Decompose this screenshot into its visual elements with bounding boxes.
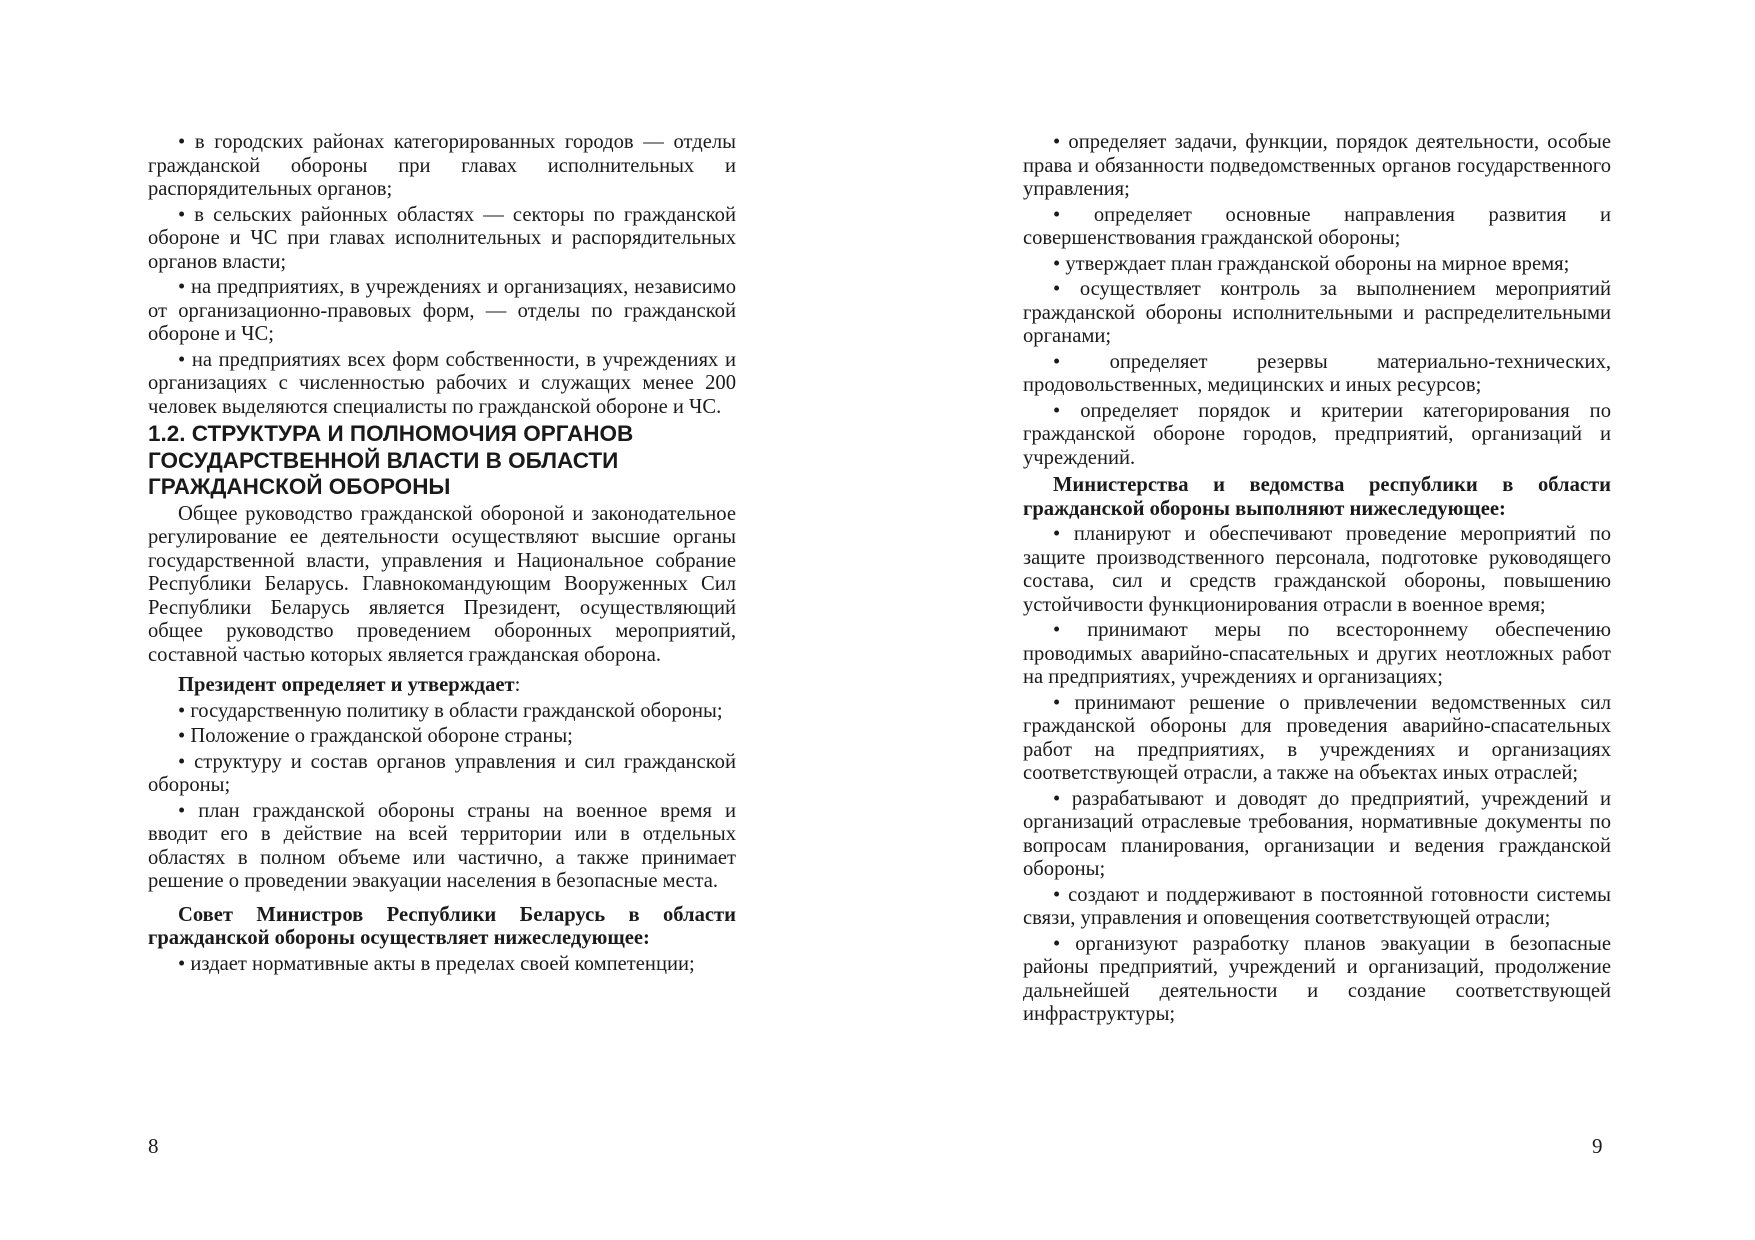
- page-number-left: 8: [148, 1134, 159, 1158]
- right-page: [1023, 131, 1611, 1191]
- list-item: • утверждает план гражданской обороны на мирное время;: [1023, 253, 1611, 277]
- list-item: • на предприятиях всех форм собственности, в учреждениях и организациях с численностью рабочих и служащих менее 200 человек выделяются специалисты по гражданской обороне и ЧС.: [148, 349, 736, 420]
- list-item: • Положение о гражданской обороне страны;: [148, 725, 736, 749]
- ministries-lead: Министерства и ведомства республики в области гражданской обороны выполняют нижеследующее:: [1023, 474, 1611, 520]
- president-lead-text: Президент определяет и утверждает: [178, 674, 515, 696]
- list-item: • создают и поддерживают в постоянной готовности системы связи, управления и оповещения соответствующей отрасли;: [1023, 884, 1611, 931]
- list-item: • в сельских районных областях — секторы по гражданской обороне и ЧС при главах исполнительных и распорядительных органов власти;: [148, 204, 736, 275]
- list-item: • определяет порядок и критерии категорирования по гражданской обороне городов, предприятий, организаций и учреждений.: [1023, 400, 1611, 471]
- list-item: • государственную политику в области гражданской обороны;: [148, 700, 736, 724]
- section-heading: 1.2. СТРУКТУРА И ПОЛНОМОЧИЯ ОРГАНОВ ГОСУДАРСТВЕННОЙ ВЛАСТИ В ОБЛАСТИ ГРАЖДАНСКОЙ ОБОРОНЫ: [148, 421, 634, 499]
- list-item: • принимают решение о привлечении ведомственных сил гражданской обороны для проведения аварийно-спасательных работ на предприятиях, в учреждениях и организациях соответствующей отрасли, а также на объектах иных отраслей;: [1023, 692, 1611, 786]
- president-lead: [148, 674, 736, 698]
- body-paragraph: Общее руководство гражданской обороной и законодательное регулирование ее деятельности осуществляют высшие органы государственной власти, управления и Национальное собрание Республики Беларусь. Главнокомандующим Вооруженных Сил Республики Беларусь является Президент, осуществляющий общее руководство проведением оборонных мероприятий, составной частью которых является гражданская оборона.: [148, 502, 736, 666]
- list-item: • в городских районах категорированных городов — отделы гражданской обороны при главах исполнительных и распорядительных органов;: [148, 131, 736, 202]
- left-page: [148, 131, 736, 1191]
- list-item: • организуют разработку планов эвакуации в безопасные районы предприятий, учреждений и организаций, продолжение дальнейшей деятельности и создание соответствующей инфраструктуры;: [1023, 933, 1611, 1027]
- president-lead-colon: :: [514, 674, 521, 696]
- list-item: • определяет резервы материально-технических, продовольственных, медицинских и иных ресурсов;: [1023, 351, 1611, 398]
- list-item: • определяет основные направления развития и совершенствования гражданской обороны;: [1023, 204, 1611, 251]
- list-item: • разрабатывают и доводят до предприятий, учреждений и организаций отраслевые требования, нормативные документы по вопросам планирования, организации и ведения гражданской обороны;: [1023, 788, 1611, 882]
- list-item: • определяет задачи, функции, порядок деятельности, особые права и обязанности подведомственных органов государственного управления;: [1023, 131, 1611, 202]
- council-lead: Совет Министров Республики Беларусь в области гражданской обороны осуществляет нижеследующее:: [148, 903, 736, 949]
- page-number-right: 9: [1592, 1134, 1603, 1158]
- list-item: • принимают меры по всестороннему обеспечению проводимых аварийно-спасательных и других неотложных работ на предприятиях, учреждениях и организациях;: [1023, 619, 1611, 690]
- list-item: • структуру и состав органов управления и сил гражданской обороны;: [148, 751, 736, 798]
- list-item: • на предприятиях, в учреждениях и организациях, независимо от организационно-правовых форм, — отделы по гражданской обороне и ЧС;: [148, 276, 736, 347]
- list-item: • издает нормативные акты в пределах своей компетенции;: [148, 953, 736, 977]
- list-item: • осуществляет контроль за выполнением мероприятий гражданской обороны исполнительными и распределительными органами;: [1023, 278, 1611, 349]
- list-item: • планируют и обеспечивают проведение мероприятий по защите производственного персонала, подготовке руководящего состава, сил и средств гражданской обороны, повышению устойчивости функционирования отрасли в военное время;: [1023, 523, 1611, 617]
- list-item: • план гражданской обороны страны на военное время и вводит его в действие на всей территории или в отдельных областях в полном объеме или частично, а также принимает решение о проведении эвакуации населения в безопасные места.: [148, 800, 736, 894]
